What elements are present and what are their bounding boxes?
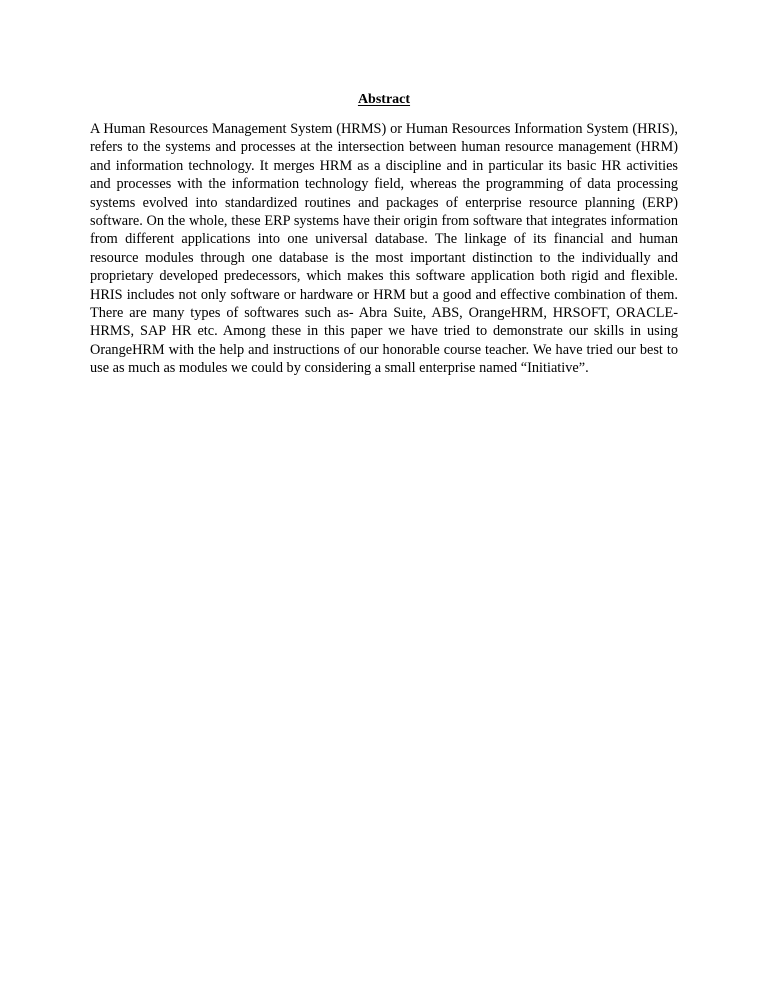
abstract-heading: Abstract [357, 92, 411, 107]
abstract-body-text: A Human Resources Management System (HRMS) or Human Resources Information System (HRIS), refers to the systems and processes at the intersection between human resource management (HRM) and information technology. It merges HRM as a discipline and in particular its basic HR activities and processes with the information technology field, whereas the programming of data processing systems evolved into standardized routines and packages of enterprise resource planning (ERP) software. On the whole, these ERP systems have their origin from software that integrates information from different applications into one universal database. The linkage of its financial and human resource modules through one database is the most important distinction to the individually and proprietary developed predecessors, which makes this software application both rigid and flexible. HRIS includes not only software or hardware or HRM but a good and effective combination of them. There are many types of softwares such as- Abra Suite, ABS, OrangeHRM, HRSOFT, ORACLE-HRMS, SAP HR etc. Among these in this paper we have tried to demonstrate our skills in using OrangeHRM with the help and instructions of our honorable course teacher. We have tried our best to use as much as modules we could by considering a small enterprise named “Initiative”. [90, 121, 678, 377]
